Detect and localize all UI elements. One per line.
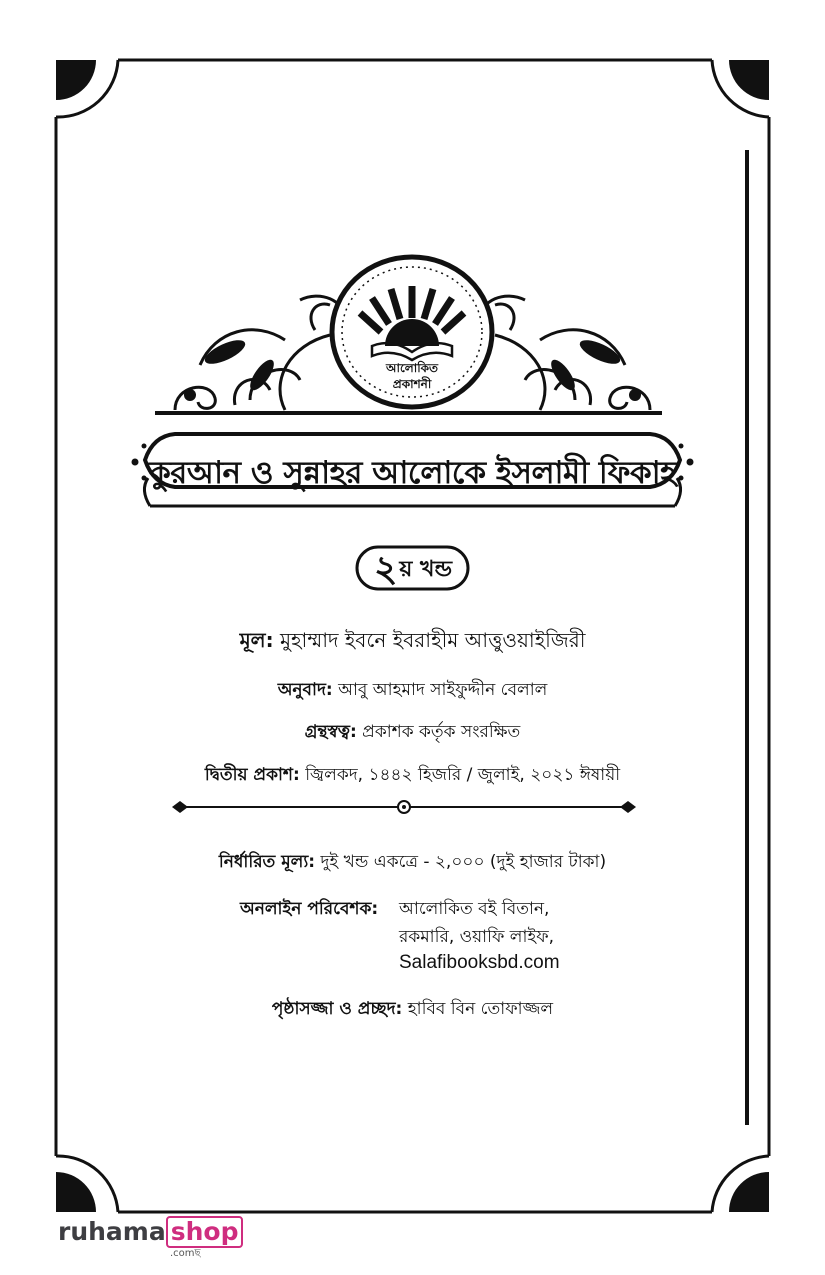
author-value: মুহাম্মাদ ইবনে ইবরাহীম আত্তুওয়াইজিরী: [279, 628, 586, 652]
watermark-brand-part1: ruhama: [58, 1217, 166, 1246]
price-label: নির্ধারিত মূল্য:: [218, 852, 316, 872]
price-line: [100, 849, 725, 877]
design-line: [100, 996, 725, 1024]
edition-value: জ্বিলকদ, ১৪৪২ হিজরি / জুলাই, ২০২১ ঈষায়ী: [305, 765, 621, 785]
distributor-website: Salafibooksbd.com: [399, 952, 560, 973]
volume-suffix: য় খন্ড: [399, 556, 453, 582]
distributor-row: [240, 924, 600, 952]
copyright-value: প্রকাশক কর্তৃক সংরক্ষিত: [362, 722, 521, 742]
edition-label: দ্বিতীয় প্রকাশ:: [204, 765, 300, 785]
translator-line: [100, 677, 725, 705]
watermark-brand-part2: shop: [166, 1216, 244, 1248]
author-label: মূল:: [239, 628, 274, 652]
logo-text-line2: প্রকাশনী: [392, 377, 432, 391]
translator-label: অনুবাদ:: [277, 680, 333, 700]
design-value: হাবিব বিন তোফাজ্জল: [407, 999, 554, 1019]
divider: [172, 801, 636, 813]
distributor-line: আলোকিত বই বিতান,: [399, 899, 550, 919]
distributor-row: [240, 896, 600, 924]
watermark-domain: .comছ: [170, 1248, 201, 1259]
volume-label: [362, 546, 464, 594]
copyright-line: [100, 719, 725, 747]
price-value: দুই খন্ড একত্রে - ২,০০০ (দুই হাজার টাকা): [320, 852, 607, 872]
distributor-line: রকমারি, ওয়াফি লাইফ,: [399, 927, 555, 947]
distributor-row: [240, 952, 600, 980]
copyright-label: গ্রন্থস্বত্ব:: [304, 722, 357, 742]
design-label: পৃষ্ঠাসজ্জা ও প্রচ্ছদ:: [271, 999, 403, 1019]
distributors: [240, 896, 600, 980]
translator-value: আবু আহমাদ সাইফুদ্দীন বেলাল: [338, 680, 548, 700]
book-title: কুরআন ও সুন্নাহর আলোকে ইসলামী ফিকাহ: [149, 455, 676, 491]
distributor-label: অনলাইন পরিবেশক:: [240, 899, 379, 919]
watermark-logo: [58, 1216, 243, 1248]
logo-text-line1: আলোকিত: [385, 361, 439, 375]
volume-number: ২: [373, 549, 398, 590]
edition-line: [100, 762, 725, 790]
author-line: [100, 626, 725, 659]
